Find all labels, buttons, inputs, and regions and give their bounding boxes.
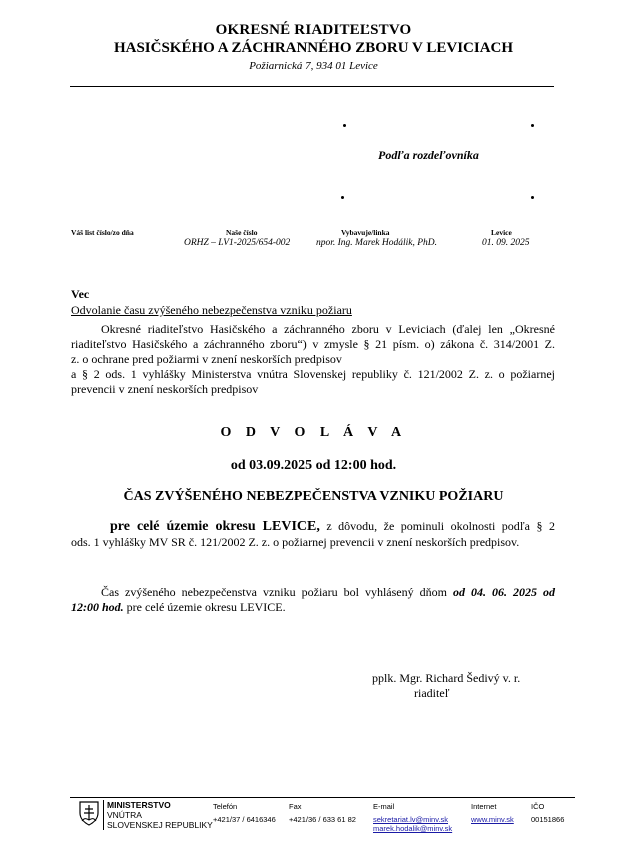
org-address: Požiarnická 7, 934 01 Levice (249, 60, 378, 72)
intro-line-1: Okresné riaditeľstvo Hasičského a záchranného zboru v Leviciach (ďalej len „Okresné (101, 322, 555, 336)
intro-line-5: prevencii v znení neskorších predpisov (71, 382, 259, 396)
declared-b: od 04. 06. 2025 od (452, 585, 555, 599)
handler-label: Vybavuje/linka (341, 228, 390, 237)
fax-label: Fax (289, 802, 302, 811)
ministry-line1: MINISTERSTVO (107, 800, 171, 810)
phone-label: Telefón (213, 802, 238, 811)
our-number-label: Naše číslo (226, 228, 258, 237)
declared-a: Čas zvýšeného nebezpečenstva vzniku požiaru bol vyhlásený dňom (101, 585, 453, 599)
effective-date: od 03.09.2025 od 12:00 hod. (230, 458, 397, 473)
email-link-secretariat[interactable]: sekretariat.lv@minv.sk (373, 815, 448, 824)
intro-line-2: riaditeľstvo Hasičského a záchranného zboru“) v zmysle § 21 písm. o) zákona č. 314/2001 Z. (71, 337, 555, 351)
ministry-name (107, 800, 213, 830)
territory-line-1 (110, 519, 555, 534)
decision-heading: O D V O L Á V A (220, 425, 407, 440)
subject-text: Odvolanie času zvýšeného nebezpečenstva vzniku požiaru (71, 303, 352, 317)
declared-d: pre celé územie okresu LEVICE. (123, 600, 286, 614)
signatory-name: pplk. Mgr. Richard Šedivý v. r. (372, 671, 521, 685)
ministry-line3: SLOVENSKEJ REPUBLIKY (107, 820, 213, 830)
address-corner-dot (343, 124, 346, 127)
declared-line-1 (71, 585, 555, 600)
handler: npor. Ing. Marek Hodálik, PhD. (316, 238, 438, 248)
footer-divider (70, 797, 575, 798)
internet-label: Internet (471, 802, 497, 811)
territory-rest: z dôvodu, že pominuli okolnosti podľa § 2 (319, 519, 555, 533)
logo-separator (103, 800, 104, 830)
declared-c: 12:00 hod. (71, 600, 124, 614)
address-corner-dot (531, 196, 534, 199)
declared-line-2 (71, 600, 555, 615)
intro-line-4: a § 2 ods. 1 vyhlášky Ministerstva vnútra Slovenskej republiky č. 121/2002 Z. z. o požiarnej (71, 367, 555, 381)
intro-line-3: z. o ochrane pred požiarmi v znení neskorších predpisov (71, 352, 342, 366)
fax: +421/36 / 633 61 82 (289, 815, 356, 824)
org-title-line1: OKRESNÉ RIADITEĽSTVO (215, 22, 412, 38)
website-link[interactable]: www.minv.sk (471, 815, 514, 824)
ico: 00151866 (531, 815, 565, 824)
slovak-coat-of-arms-icon (78, 800, 100, 826)
email-label: E-mail (373, 802, 395, 811)
territory-bold: pre celé územie okresu LEVICE, (110, 519, 320, 534)
our-number: ORHZ – LV1-2025/654-002 (184, 238, 291, 248)
address-corner-dot (531, 124, 534, 127)
recipient: Podľa rozdeľovníka (378, 148, 479, 162)
ico-label: IČO (531, 802, 545, 811)
header-divider (70, 86, 554, 87)
subject-label: Vec (71, 287, 90, 301)
signatory-role: riaditeľ (414, 686, 450, 700)
territory-line-2: ods. 1 vyhlášky MV SR č. 121/2002 Z. z. o požiarnej prevencii v znení neskorších predpisov. (71, 535, 520, 549)
ministry-line2: VNÚTRA (107, 810, 142, 820)
letter-date: 01. 09. 2025 (482, 238, 530, 248)
phone: +421/37 / 6416346 (213, 815, 276, 824)
your-letter-label: Váš list číslo/zo dňa (71, 228, 134, 237)
period-title: ČAS ZVÝŠENÉHO NEBEZPEČENSTVA VZNIKU POŽIARU (123, 489, 504, 504)
address-corner-dot (341, 196, 344, 199)
org-title-line2: HASIČSKÉHO A ZÁCHRANNÉHO ZBORU V LEVICIACH (113, 40, 514, 56)
place-label: Levice (491, 228, 512, 237)
email-link-handler[interactable]: marek.hodalik@minv.sk (373, 824, 453, 833)
